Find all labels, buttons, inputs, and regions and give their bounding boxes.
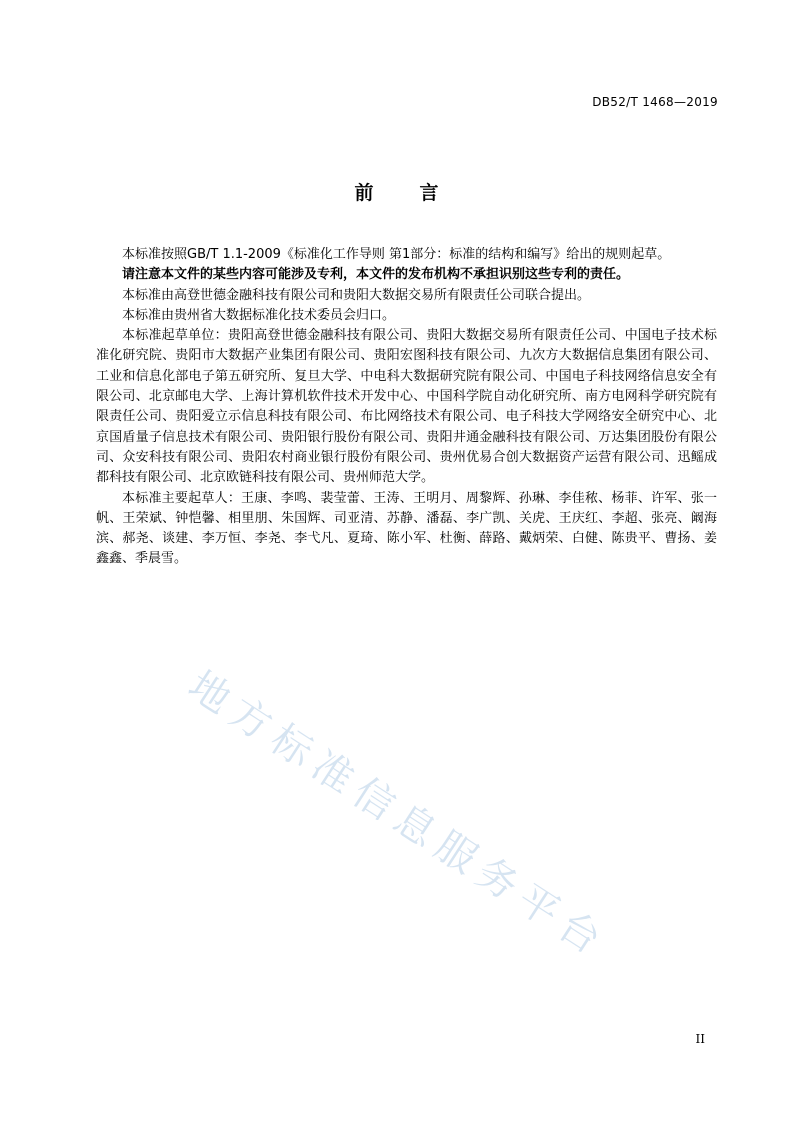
drafting-units-paragraph: 本标准起草单位：贵阳高登世德金融科技有限公司、贵阳大数据交易所有限责任公司、中国电子技术标准化研究院、贵阳市大数据产业集团有限公司、贵阳宏图科技有限公司、九次方大数据信息集团有限公司、工业和信息化部电子第五研究所、复旦大学、中电科大数据研究院有限公司、中国电子科技网络信息安全有限公司、北京邮电大学、上海计算机软件技术开发中心、中国科学院自动化研究所、南方电网科学研究院有限责任公司、贵阳爱立示信息科技有限公司、布比网络技术有限公司、电子科技大学网络安全研究中心、北京国盾量子信息技术有限公司、贵阳银行股份有限公司、贵阳井通金融科技有限公司、万达集团股份有限公司、众安科技有限公司、贵阳农村商业银行股份有限公司、贵州优易合创大数据资产运营有限公司、迅鳐成都科技有限公司、北京欧链科技有限公司、贵州师范大学。 [96, 328, 717, 486]
watermark: 地方标准信息服务平台 [180, 662, 617, 968]
main-drafters-paragraph: 本标准主要起草人：王康、李鸣、裴莹蕾、王涛、王明月、周黎辉、孙琳、李佳秾、杨菲、许军、张一帆、王荣斌、钟恺馨、相里朋、朱国辉、司亚清、苏静、潘磊、李广凯、关虎、王庆红、李超、张亮、阚海滨、郝尧、谈建、李万恒、李尧、李弋凡、夏琦、陈小军、杜衡、薛路、戴炳荣、白健、陈贵平、曹扬、姜鑫鑫、季晨雪。 [96, 490, 717, 567]
proposers-paragraph: 本标准由高登世德金融科技有限公司和贵阳大数据交易所有限责任公司联合提出。 [122, 287, 591, 303]
page-number: II [695, 1032, 705, 1046]
page-title [0, 178, 793, 205]
technical-committee-paragraph: 本标准由贵州省大数据标准化技术委员会归口。 [122, 307, 396, 323]
standard-code: DB52/T 1468—2019 [592, 95, 718, 109]
patent-notice-paragraph: 请注意本文件的某些内容可能涉及专利，本文件的发布机构不承担识别这些专利的责任。 [122, 267, 630, 283]
drafting-rule-paragraph: 本标准按照GB/T 1.1-2009《标准化工作导则 第1部分：标准的结构和编写》给出的规则起草。 [122, 247, 671, 262]
title-char-2: 言 [419, 182, 439, 204]
foreword-body [96, 245, 717, 570]
title-char-1: 前 [354, 182, 374, 204]
